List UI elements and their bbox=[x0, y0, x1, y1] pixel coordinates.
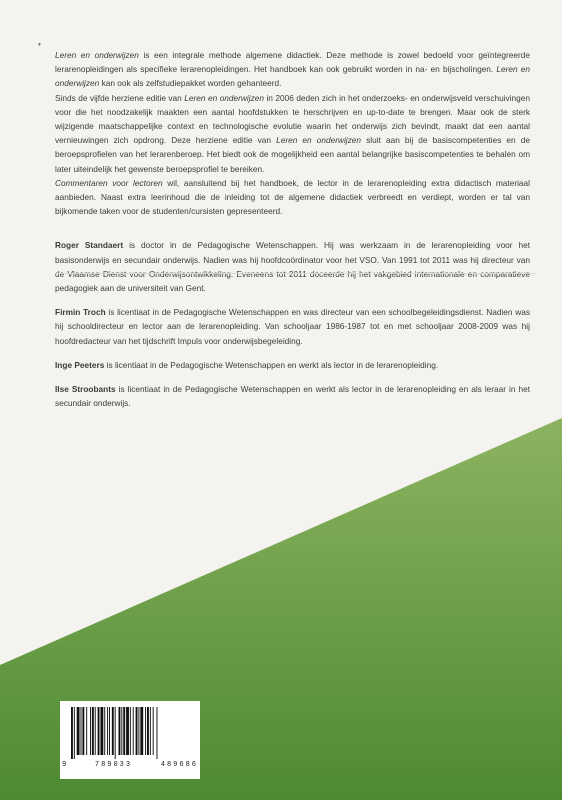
book-title-italic: Leren en onderwijzen bbox=[276, 135, 362, 146]
author-bio bbox=[55, 358, 530, 372]
barcode-bars bbox=[70, 707, 192, 759]
barcode-bar bbox=[95, 707, 96, 755]
barcode-bar bbox=[104, 707, 105, 755]
barcode-bar bbox=[81, 707, 82, 755]
barcode-digits bbox=[62, 761, 198, 769]
author-bio-text: is licentiaat in de Pedagogische Wetenschappen en werkt als lector in de lerarenopleiding. bbox=[104, 359, 439, 370]
author-name: Inge Peeters bbox=[55, 359, 105, 370]
barcode-bar bbox=[100, 707, 103, 755]
barcode-digits-right: 489686 bbox=[160, 761, 198, 769]
blurb-text: kan ook als zelfstudiepakket worden gehanteerd. bbox=[99, 78, 282, 89]
corner-mark: ♦ bbox=[38, 42, 42, 48]
blurb-text: in 2006 deden zich in het onderzoeks- en onderwijsveld verschuivingen voor die het noodzakelijk maakten een aantal hoofdstukken te herschrijven en up-to-date te brengen. Maar ook de sterk wijzigende maatschappelijke context en technologische evolutie waarin het onderwijs zich bevindt, maakt dat een aantal vernieuwingen zich opdrong. Deze herziene editie van bbox=[55, 92, 530, 146]
barcode-bar bbox=[150, 707, 151, 755]
author-name: Roger Standaert bbox=[55, 240, 124, 251]
isbn-barcode bbox=[60, 701, 200, 779]
blurb-paragraph-3 bbox=[55, 176, 530, 219]
barcode-bar bbox=[82, 707, 84, 755]
barcode-bar bbox=[119, 707, 121, 755]
barcode-bar bbox=[130, 707, 131, 755]
barcode-bar bbox=[109, 707, 110, 755]
barcode-bar bbox=[86, 707, 87, 755]
barcode-bar bbox=[90, 707, 91, 755]
blurb-text: wil, aansluitend bij het handboek, de lector in de lerarenopleiding extra didactisch materiaal aanbieden. Naast extra leerinhoud die de inleiding tot de algemene didactiek verbreedt en verdiept, worden er tal van bijkomende taken voor de studenten/cursisten gepresenteerd. bbox=[55, 177, 530, 217]
companion-title-italic: Commentaren voor lectoren bbox=[55, 177, 163, 188]
book-blurb bbox=[55, 48, 530, 218]
barcode-bar bbox=[77, 707, 80, 755]
author-bio bbox=[55, 382, 530, 410]
book-title-italic: Leren en onderwijzen bbox=[184, 92, 264, 103]
barcode-bar bbox=[157, 707, 158, 759]
author-name: Ilse Stroobants bbox=[55, 384, 116, 395]
author-bio-text: is licentiaat in de Pedagogische Wetenschappen en werkt als lector in de lerarenopleiding en als leraar in het secundair onderwijs. bbox=[55, 384, 531, 409]
blurb-paragraph-1 bbox=[55, 48, 530, 91]
blurb-text: sluit aan bij de basiscompetenties en de beroepsprofielen van het lerarenberoep. Het biedt ook de mogelijkheid een aantal belangrijke basiscompetenties te behalen om later uiteindelijk het gewenste beroepsprofiel te bereiken. bbox=[55, 135, 530, 174]
barcode-bar bbox=[121, 707, 122, 755]
barcode-bar bbox=[92, 707, 94, 755]
author-bio-text: is licentiaat in de Pedagogische Wetenschappen en was directeur van een schoolbegeleidingsdienst. Nadien was hij schooldirecteur en lector aan de lerarenopleiding. Van schooljaar 1986-1987 tot en met schooljaar 2008-2009 was hij hoofdredacteur van het tijdschrift Impuls voor onderwijsbegeleiding. bbox=[55, 307, 530, 346]
barcode-bar bbox=[147, 707, 149, 755]
barcode-bar bbox=[98, 707, 100, 755]
author-bios bbox=[55, 238, 530, 410]
blurb-text: is een integrale methode algemene didactiek. Deze methode is zowel bedoeld voor geïntegreerde lerarenopleidingen als specifieke lerarenopleidingen. Het handboek kan ook gebruikt worden in na- en bijscholingen. bbox=[55, 50, 530, 75]
barcode-bar bbox=[145, 707, 146, 755]
author-bio bbox=[55, 238, 530, 295]
barcode-bar bbox=[153, 707, 154, 755]
section-divider bbox=[55, 273, 535, 274]
barcode-bar bbox=[115, 707, 116, 759]
barcode-digits-left: 789033 bbox=[94, 761, 133, 769]
author-name: Firmin Troch bbox=[55, 307, 106, 318]
author-bio bbox=[55, 305, 530, 348]
author-bio-text: is doctor in de Pedagogische Wetenschappen. Hij was werkzaam in de lerarenopleiding voor het basisonderwijs en secundair onderwijs. Nadien was hij hoofdcoördinator voor het VSO. Van 1991 tot 2011 was hij directeur van pedagogiek aan de universiteit van Gent. bbox=[55, 240, 531, 294]
barcode-bar bbox=[136, 707, 138, 755]
book-title-italic: Leren en onderwijzen bbox=[55, 64, 530, 89]
blurb-paragraph-2 bbox=[55, 91, 530, 176]
barcode-bar bbox=[123, 707, 125, 755]
barcode-bar bbox=[71, 707, 73, 759]
barcode-digit-first: 9 bbox=[62, 761, 67, 769]
back-cover-text bbox=[55, 48, 530, 420]
barcode-bar bbox=[107, 707, 108, 755]
barcode-bar bbox=[126, 707, 129, 755]
barcode-bar bbox=[138, 707, 139, 755]
book-title-italic: Leren en onderwijzen bbox=[55, 50, 139, 60]
blurb-text: Sinds de vijfde herziene editie van bbox=[55, 92, 185, 103]
barcode-bar bbox=[74, 707, 75, 759]
barcode-bar bbox=[140, 707, 143, 755]
barcode-bar bbox=[133, 707, 134, 755]
barcode-bar bbox=[112, 707, 114, 755]
